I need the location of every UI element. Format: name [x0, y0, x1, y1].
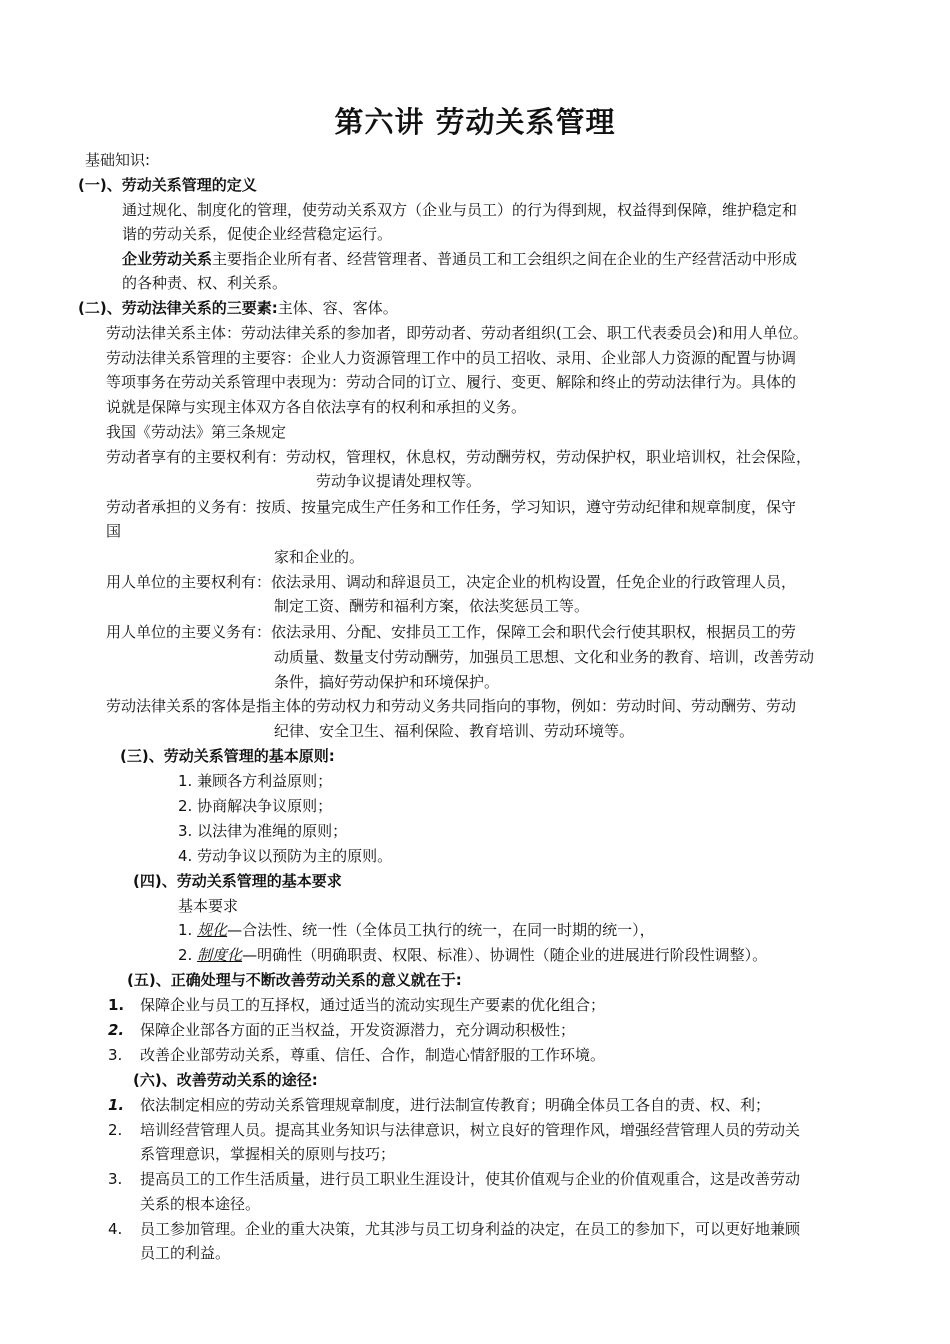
s6-item-1-line-1: 依法制定相应的劳动关系管理规章制度，进行法制宣传教育；明确全体员工各自的责、权、利； [140, 1096, 771, 1114]
s5-item-1-number: 1. [108, 996, 125, 1014]
s4-requirement-2 [178, 943, 767, 968]
s3-list-item: 4. 劳动争议以预防为主的原则。 [178, 847, 393, 865]
s2-employer-rights-line-2: 制定工资、酬劳和福利方案，依法奖惩员工等。 [274, 597, 590, 615]
s5-item-2-number: 2. [108, 1021, 125, 1039]
s2-employer-duties-line-3: 条件，搞好劳动保护和环境保护。 [274, 673, 500, 691]
s2-object-line-1: 劳动法律关系的客体是指主体的劳动权力和劳动义务共同指向的事物，例如：劳动时间、劳动酬劳、劳动 [106, 697, 797, 715]
s6-item-1-number: 1. [108, 1096, 125, 1114]
s1-paragraph-1-line-2: 谐的劳动关系，促使企业经营稳定运行。 [122, 225, 393, 243]
s3-list-item: 2. 协商解决争议原则； [178, 797, 333, 815]
s2-worker-duties-line-2: 国 [106, 522, 122, 540]
s4-requirement-2-number: 2. [178, 946, 198, 964]
s5-item-2-text: 保障企业部各方面的正当权益，开发资源潜力，充分调动积极性； [140, 1021, 576, 1039]
s6-item-4-number: 4. [108, 1220, 123, 1238]
s4-requirement-1 [178, 918, 655, 943]
s1-term-bold: 企业劳动关系 [122, 250, 213, 268]
section-2-heading-rest: 主体、容、客体。 [277, 299, 398, 317]
page-title: 第六讲 劳动关系管理 [334, 105, 616, 139]
s2-employer-rights-line-1: 用人单位的主要权利有：依法录用、调动和辞退员工，决定企业的机构设置，任免企业的行政管理人员， [106, 573, 797, 591]
s2-law-reference: 我国《劳动法》第三条规定 [106, 423, 287, 441]
s6-item-3-line-1: 提高员工的工作生活质量，进行员工职业生涯设计，使其价值观与企业的价值观重合，这是改善劳动 [140, 1170, 801, 1188]
s6-item-4-line-2: 员工的利益。 [140, 1244, 231, 1262]
section-1-heading: (一)、劳动关系管理的定义 [78, 176, 257, 194]
section-5-heading: (五)、正确处理与不断改善劳动关系的意义就在于: [127, 971, 462, 989]
s6-item-3-line-2: 关系的根本途径。 [140, 1195, 261, 1213]
s2-subject: 劳动法律关系主体：劳动法律关系的参加者，即劳动者、劳动者组织(工会、职工代表委员会)和用人单位。 [106, 324, 808, 342]
s5-item-1-text: 保障企业与员工的互择权，通过适当的流动实现生产要素的优化组合； [140, 996, 606, 1014]
s5-item-3-text: 改善企业部劳动关系，尊重、信任、合作，制造心情舒服的工作环境。 [140, 1046, 606, 1064]
s4-intro: 基本要求 [178, 897, 239, 915]
section-2-heading: (二)、劳动法律关系的三要素: [78, 299, 278, 317]
s3-list-item: 1. 兼顾各方利益原则； [178, 772, 333, 790]
s4-requirement-1-key: 规化 [197, 921, 228, 939]
s4-requirement-1-text: —合法性、统一性（全体员工执行的统一，在同一时期的统一）， [227, 921, 655, 939]
s2-worker-duties-line-1: 劳动者承担的义务有：按质、按量完成生产任务和工作任务，学习知识，遵守劳动纪律和规章制度，保守 [106, 498, 797, 516]
s2-content-line-3: 说就是保障与实现主体双方各自依法享有的权利和承担的义务。 [106, 398, 527, 416]
s2-content-line-1: 劳动法律关系管理的主要容：企业人力资源管理工作中的员工招收、录用、企业部人力资源的配置与协调 [106, 349, 797, 367]
s1-paragraph-2-line-2: 的各种责、权、利关系。 [122, 274, 288, 292]
s2-object-line-2: 纪律、安全卫生、福利保险、教育培训、劳动环境等。 [274, 722, 635, 740]
s2-employer-duties-line-1: 用人单位的主要义务有：依法录用、分配、安排员工工作，保障工会和职代会行使其职权，根据员工的劳 [106, 623, 797, 641]
s1-paragraph-1-line-1: 通过规化、制度化的管理，使劳动关系双方（企业与员工）的行为得到规，权益得到保障，维护稳定和 [122, 201, 798, 219]
s4-requirement-2-key: 制度化 [197, 946, 243, 964]
s6-item-4-line-1: 员工参加管理。企业的重大决策，尤其涉与员工切身利益的决定，在员工的参加下，可以更好地兼顾 [140, 1220, 801, 1238]
s3-list-item: 3. 以法律为准绳的原则； [178, 822, 348, 840]
section-2-heading-line [78, 296, 398, 321]
s1-paragraph-2-line-1 [122, 247, 797, 272]
s6-item-2-line-1: 培训经营管理人员。提高其业务知识与法律意识，树立良好的管理作风，增强经营管理人员的劳动关 [140, 1121, 801, 1139]
s2-worker-rights-line-2: 劳动争议提请处理权等。 [316, 472, 482, 490]
s2-worker-rights-line-1: 劳动者享有的主要权利有：劳动权，管理权，休息权，劳动酬劳权，劳动保护权，职业培训权，社会保险， [106, 448, 812, 466]
section-6-heading: (六)、改善劳动关系的途径: [133, 1071, 318, 1089]
s2-worker-duties-line-3: 家和企业的。 [274, 548, 365, 566]
s4-requirement-1-number: 1. [178, 921, 198, 939]
s5-item-3-number: 3. [108, 1046, 123, 1064]
basics-label: 基础知识: [85, 151, 151, 169]
section-3-heading: (三)、劳动关系管理的基本原则: [120, 747, 335, 765]
s2-content-line-2: 等项事务在劳动关系管理中表现为：劳动合同的订立、履行、变更、解除和终止的劳动法律行为。具体的 [106, 373, 797, 391]
s2-employer-duties-line-2: 动质量、数量支付劳动酬劳，加强员工思想、文化和业务的教育、培训，改善劳动 [274, 648, 815, 666]
s6-item-2-line-2: 系管理意识，掌握相关的原则与技巧； [140, 1145, 396, 1163]
section-4-heading: (四)、劳动关系管理的基本要求 [133, 872, 342, 890]
s4-requirement-2-text: —明确性（明确职责、权限、标准）、协调性（随企业的进展进行阶段性调整）。 [242, 946, 768, 964]
s6-item-3-number: 3. [108, 1170, 123, 1188]
s1-term-definition: 主要指企业所有者、经营管理者、普通员工和工会组织之间在企业的生产经营活动中形成 [212, 250, 798, 268]
s6-item-2-number: 2. [108, 1121, 123, 1139]
